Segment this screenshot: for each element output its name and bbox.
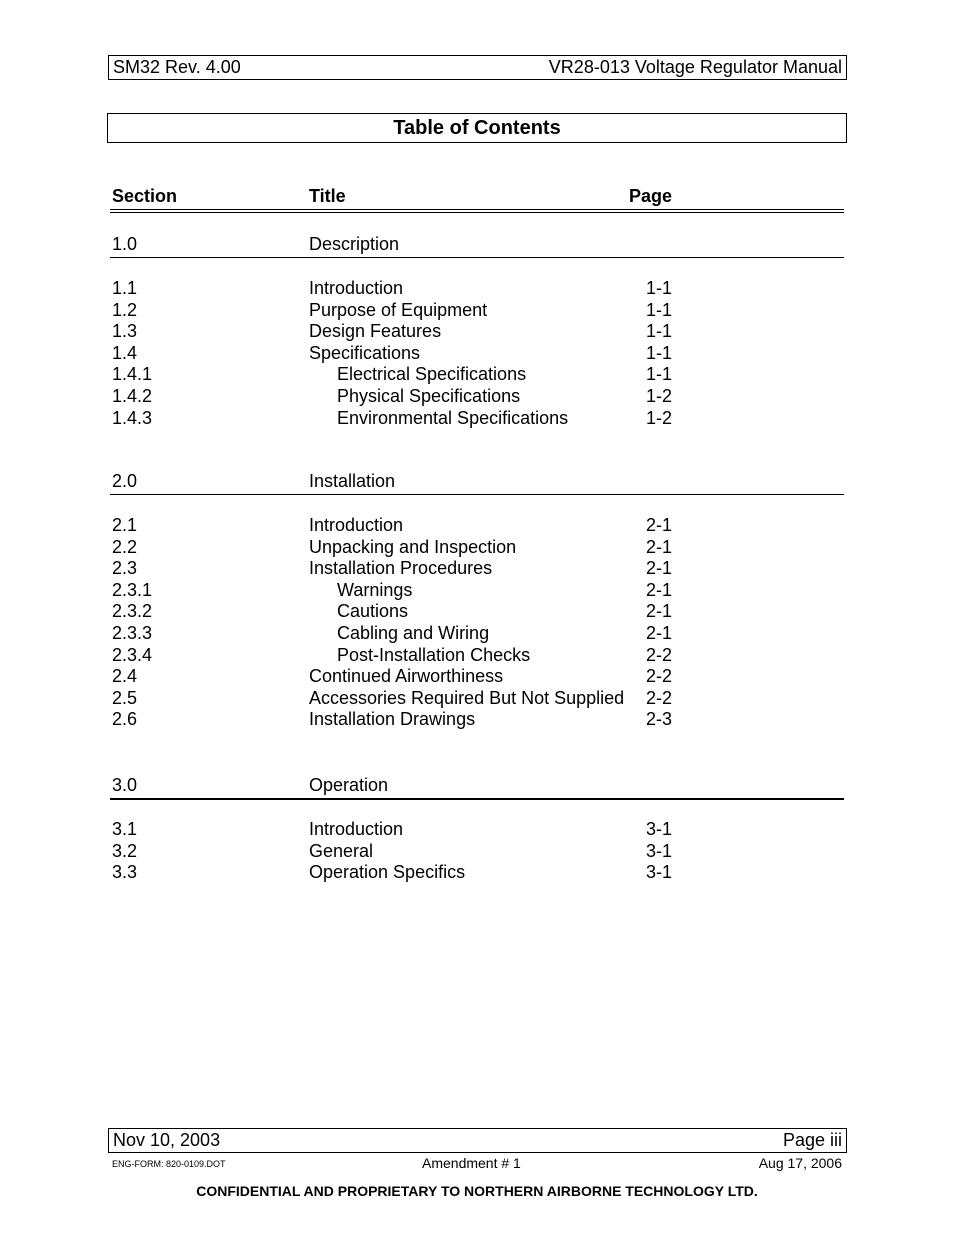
section-rule <box>110 257 844 258</box>
section-number: 3.0 <box>112 775 138 795</box>
entry-title: Cautions <box>337 601 409 622</box>
entry-title: Installation Drawings <box>309 709 476 730</box>
entry-number: 2.3 <box>112 558 138 579</box>
toc-entry <box>0 343 954 365</box>
page-header <box>108 55 847 80</box>
footer-date: Nov 10, 2003 <box>113 1130 221 1150</box>
entry-number: 1.3 <box>112 321 138 342</box>
entry-page: 2-1 <box>646 601 673 622</box>
column-header-section: Section <box>112 186 178 206</box>
entry-number: 1.4.3 <box>112 407 153 428</box>
toc-entry <box>0 709 954 731</box>
toc-entry <box>0 841 954 863</box>
toc-entry <box>0 623 954 645</box>
amendment-date: Aug 17, 2006 <box>758 1155 842 1171</box>
section-number: 2.0 <box>112 471 138 491</box>
toc-entry <box>0 645 954 667</box>
page-footer <box>108 1128 847 1153</box>
toc-entry <box>0 278 954 300</box>
section-rule <box>110 798 844 800</box>
entry-page: 1-1 <box>646 278 673 298</box>
entry-page: 2-2 <box>646 666 673 687</box>
entry-number: 1.4 <box>112 342 138 363</box>
toc-entry <box>0 666 954 688</box>
entry-title: Warnings <box>337 579 413 600</box>
entry-page: 3-1 <box>646 819 673 839</box>
doc-number: SM32 Rev. 4.00 <box>113 57 241 77</box>
column-header-page: Page <box>629 186 673 206</box>
entry-title: Design Features <box>309 321 442 342</box>
column-header-title: Title <box>309 186 346 206</box>
entry-number: 2.3.2 <box>112 601 153 622</box>
entry-number: 1.2 <box>112 299 138 320</box>
entry-title: Environmental Specifications <box>337 407 569 428</box>
entry-title: General <box>309 840 374 861</box>
toc-entry <box>0 580 954 602</box>
toc-entry <box>0 364 954 386</box>
column-header-rule <box>110 209 844 213</box>
amendment-label: Amendment # 1 <box>422 1155 521 1171</box>
toc-entry <box>0 515 954 537</box>
entry-number: 2.1 <box>112 515 138 535</box>
section-title: Operation <box>309 775 389 795</box>
entry-number: 3.1 <box>112 819 138 839</box>
entry-title: Continued Airworthiness <box>309 666 504 687</box>
entry-page: 2-2 <box>646 644 673 665</box>
section-rule <box>110 494 844 495</box>
entry-page: 1-2 <box>646 386 673 406</box>
toc-entry <box>0 321 954 343</box>
entry-title: Introduction <box>309 515 404 535</box>
toc-entry <box>0 688 954 710</box>
entry-number: 3.3 <box>112 862 138 883</box>
doc-title: VR28-013 Voltage Regulator Manual <box>548 57 842 77</box>
toc-entry <box>0 862 954 884</box>
entry-title: Physical Specifications <box>337 386 521 406</box>
entry-page: 2-3 <box>646 709 673 730</box>
toc-title: Table of Contents <box>107 113 847 143</box>
entry-title: Operation Specifics <box>309 862 466 883</box>
confidential-notice: CONFIDENTIAL AND PROPRIETARY TO NORTHERN AIRBORNE TECHNOLOGY LTD. <box>196 1183 758 1199</box>
entry-page: 1-1 <box>646 299 673 320</box>
toc-entry <box>0 819 954 841</box>
section-title: Installation <box>309 471 396 491</box>
toc-entry <box>0 386 954 408</box>
entry-title: Accessories Required But Not Supplied <box>309 687 625 708</box>
entry-title: Post-Installation Checks <box>337 644 531 665</box>
entry-title: Introduction <box>309 819 404 839</box>
entry-number: 2.3.1 <box>112 579 153 600</box>
entry-number: 2.3.4 <box>112 644 153 665</box>
entry-page: 2-1 <box>646 579 673 600</box>
entry-page: 1-1 <box>646 342 673 363</box>
entry-page: 2-1 <box>646 515 673 535</box>
entry-page: 1-2 <box>646 407 673 428</box>
section-number: 1.0 <box>112 234 138 254</box>
entry-title: Unpacking and Inspection <box>309 536 517 557</box>
entry-number: 2.6 <box>112 709 138 730</box>
section-heading-row <box>0 471 954 493</box>
entry-page: 2-1 <box>646 623 673 643</box>
entry-number: 1.1 <box>112 278 138 298</box>
entry-number: 3.2 <box>112 840 138 861</box>
entry-number: 2.5 <box>112 687 138 708</box>
entry-page: 2-2 <box>646 687 673 708</box>
entry-number: 1.4.1 <box>112 364 153 385</box>
entry-number: 1.4.2 <box>112 386 153 406</box>
entry-page: 2-1 <box>646 558 673 579</box>
entry-title: Electrical Specifications <box>337 364 527 385</box>
toc-entry <box>0 537 954 559</box>
toc-entry <box>0 558 954 580</box>
entry-number: 2.4 <box>112 666 138 687</box>
entry-title: Cabling and Wiring <box>337 623 490 643</box>
toc-entry <box>0 601 954 623</box>
section-heading-row <box>0 775 954 797</box>
entry-title: Purpose of Equipment <box>309 299 488 320</box>
footer-page-number: Page iii <box>782 1130 842 1150</box>
entry-title: Specifications <box>309 342 421 363</box>
entry-page: 3-1 <box>646 862 673 883</box>
entry-page: 2-1 <box>646 536 673 557</box>
entry-page: 3-1 <box>646 840 673 861</box>
entry-title: Installation Procedures <box>309 558 493 579</box>
entry-number: 2.3.3 <box>112 623 153 643</box>
section-title: Description <box>309 234 400 254</box>
section-heading-row <box>0 234 954 256</box>
entry-page: 1-1 <box>646 321 673 342</box>
entry-number: 2.2 <box>112 536 138 557</box>
entry-title: Introduction <box>309 278 404 298</box>
toc-entry <box>0 408 954 430</box>
toc-entry <box>0 300 954 322</box>
entry-page: 1-1 <box>646 364 673 385</box>
form-number: ENG-FORM: 820-0109.DOT <box>112 1159 226 1169</box>
